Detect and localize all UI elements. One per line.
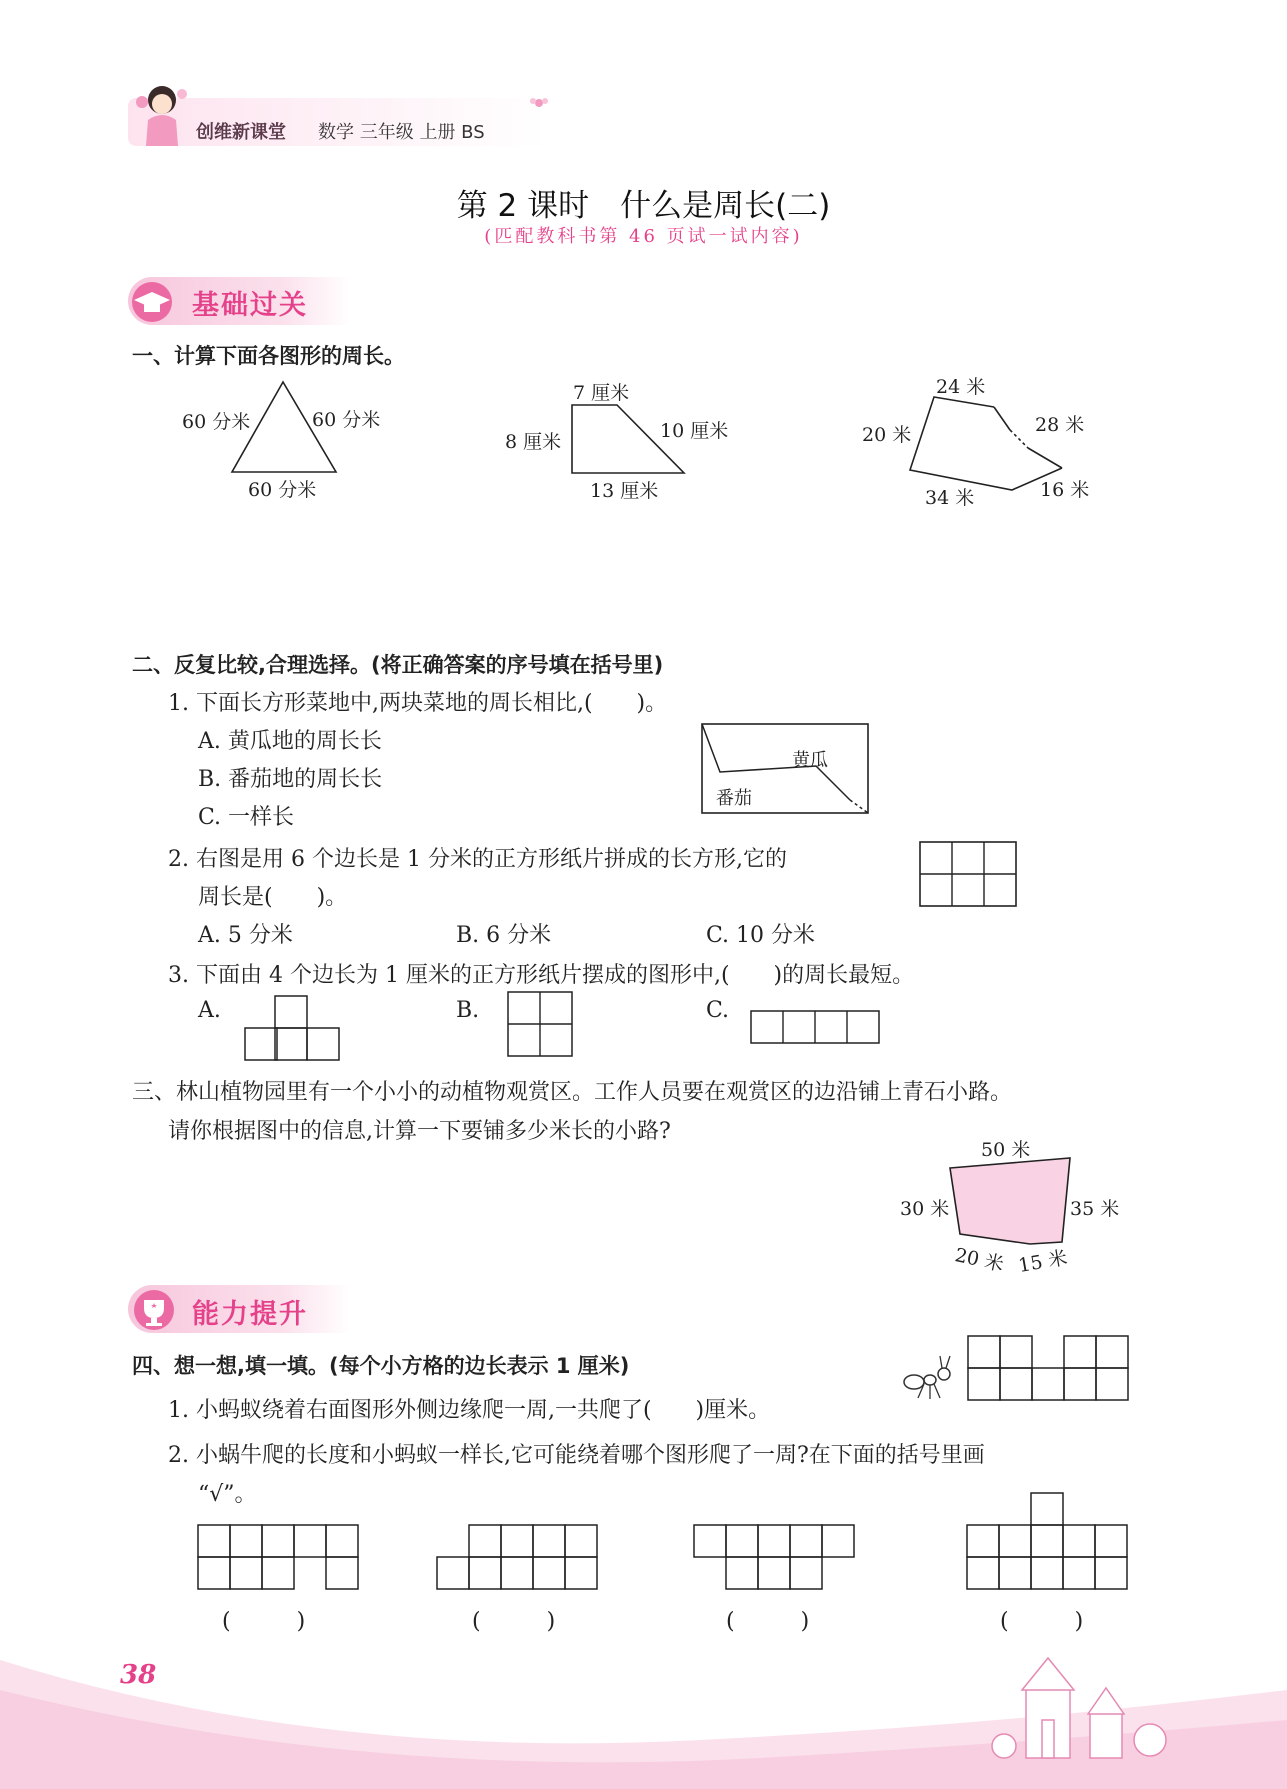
q2-s3-shape-c (749, 1009, 883, 1045)
q2-s3-shape-b (506, 990, 576, 1060)
pentagon-lower-right-label: 16 米 (1040, 479, 1090, 501)
q3-bottom-left-label: 20 米 (952, 1244, 1006, 1276)
lesson-subtitle: (匹配教科书第 46 页试一试内容) (484, 226, 803, 247)
book-info: 数学 三年级 上册 BS (318, 122, 485, 143)
graduation-cap-icon (128, 280, 180, 322)
q2-s1-stem: 1. 下面长方形菜地中,两块菜地的周长相比,( )。 (168, 691, 668, 716)
q2-s3-stem: 3. 下面由 4 个边长为 1 厘米的正方形纸片摆成的图形中,( )的周长最短。 (168, 963, 915, 988)
viewing-area-shape (950, 1158, 1070, 1244)
cucumber-label: 黄瓜 (792, 750, 828, 771)
q2-s3-shape-a (243, 994, 343, 1062)
q3-line2: 请你根据图中的信息,计算一下要铺多少米长的小路? (168, 1119, 671, 1144)
q4-candidate-figure-1 (196, 1523, 362, 1593)
page-number: 38 (120, 1660, 157, 1690)
six-square-rectangle-figure (918, 840, 1018, 908)
q4-candidate-figure-4 (965, 1491, 1131, 1593)
triangle-bottom-label: 60 分米 (248, 479, 317, 501)
triangle-left-label: 60 分米 (182, 411, 251, 433)
pentagon-top-label: 24 米 (936, 376, 986, 398)
q2-s2-option-c: C. 10 分米 (706, 923, 816, 948)
triangle-right-label: 60 分米 (312, 409, 381, 431)
pentagon-left-label: 20 米 (862, 424, 912, 446)
q2-s3-option-b: B. (456, 998, 480, 1023)
q3-left-label: 30 米 (900, 1198, 950, 1220)
answer-paren-1[interactable]: ( ) (222, 1609, 306, 1634)
trapezoid-right-label: 10 厘米 (660, 420, 729, 442)
brand-name: 创维新课堂 (196, 122, 286, 143)
q4-s2-line2: “√”。 (198, 1482, 257, 1507)
flower-icon (528, 92, 550, 114)
q2-s3-option-a: A. (198, 998, 221, 1023)
section-title-basic: 基础过关 (192, 290, 308, 321)
castle-decoration-icon (990, 1650, 1190, 1765)
q2-s2-stem-line2: 周长是( )。 (198, 885, 348, 910)
pentagon-bottom-label: 34 米 (925, 487, 975, 509)
q4-candidate-figure-3 (692, 1523, 858, 1593)
trapezoid-bottom-label: 13 厘米 (590, 480, 659, 502)
q4-s1: 1. 小蚂蚁绕着右面图形外侧边缘爬一周,一共爬了( )厘米。 (168, 1398, 771, 1423)
q2-s1-option-b: B. 番茄地的周长长 (198, 767, 383, 792)
lesson-title: 第 2 课时 什么是周长(二) (456, 188, 831, 224)
section-title-advanced: 能力提升 (192, 1299, 308, 1330)
trapezoid-left-label: 8 厘米 (505, 431, 562, 453)
q4-candidate-figure-2 (435, 1523, 601, 1593)
q2-s2-option-b: B. 6 分米 (456, 923, 552, 948)
ant-path-figure (966, 1334, 1132, 1404)
trapezoid-top-label: 7 厘米 (573, 382, 630, 404)
girl-mascot-icon (128, 80, 192, 150)
answer-paren-3[interactable]: ( ) (726, 1609, 810, 1634)
pentagon-right-label: 28 米 (1035, 414, 1085, 436)
q2-s2-stem-line1: 2. 右图是用 6 个边长是 1 分米的正方形纸片拼成的长方形,它的 (168, 847, 787, 872)
q3-line1: 三、林山植物园里有一个小小的动植物观赏区。工作人员要在观赏区的边沿铺上青石小路。 (132, 1080, 1013, 1105)
q2-title: 二、反复比较,合理选择。(将正确答案的序号填在括号里) (132, 653, 664, 677)
answer-paren-4[interactable]: ( ) (1000, 1609, 1084, 1634)
q3-bottom-right-label: 15 米 (1016, 1246, 1070, 1278)
answer-paren-2[interactable]: ( ) (472, 1609, 556, 1634)
q4-title: 四、想一想,填一填。(每个小方格的边长表示 1 厘米) (132, 1354, 630, 1378)
q1-title: 一、计算下面各图形的周长。 (132, 344, 405, 368)
q2-s2-option-a: A. 5 分米 (198, 923, 293, 948)
q2-s3-option-c: C. (706, 998, 730, 1023)
q3-right-label: 35 米 (1070, 1198, 1120, 1220)
q4-s2-line1: 2. 小蜗牛爬的长度和小蚂蚁一样长,它可能绕着哪个图形爬了一周?在下面的括号里画 (168, 1443, 985, 1468)
ant-icon (900, 1352, 958, 1404)
q2-s1-option-c: C. 一样长 (198, 805, 295, 830)
q2-s1-option-a: A. 黄瓜地的周长长 (198, 729, 382, 754)
q3-top-label: 50 米 (981, 1139, 1031, 1161)
trophy-icon (130, 1288, 178, 1332)
tomato-label: 番茄 (716, 788, 752, 809)
